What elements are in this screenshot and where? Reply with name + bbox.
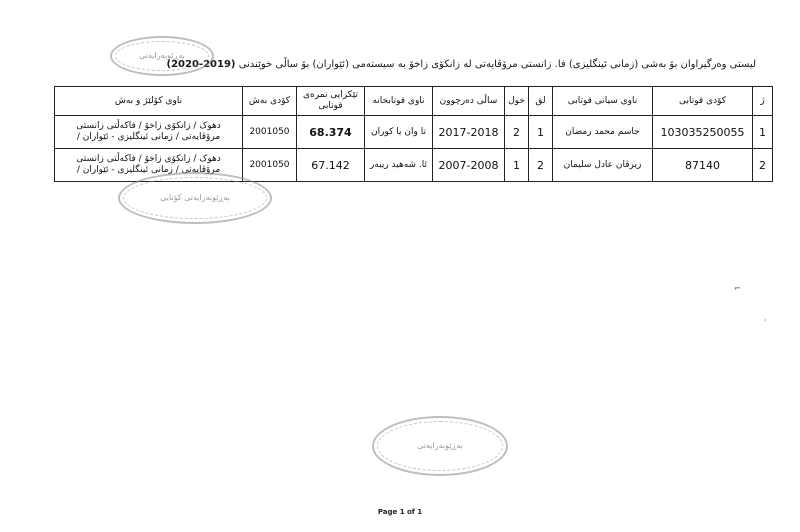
table-row xyxy=(55,116,773,149)
official-stamp-bottom xyxy=(372,416,508,476)
cell-grad-year: 2017-2018 xyxy=(433,116,505,149)
header-student-code: کۆدی قوتابی xyxy=(653,87,753,116)
cell-branch: 2 xyxy=(529,149,553,182)
cell-seq: 2 xyxy=(753,149,773,182)
admitted-students-table xyxy=(54,86,773,182)
table-header-row xyxy=(55,87,773,116)
cell-seq: 1 xyxy=(753,116,773,149)
page-number: Page 1 of 1 xyxy=(377,508,423,516)
scan-mark: ⌐ xyxy=(734,284,741,293)
cell-score: 67.142 xyxy=(297,149,365,182)
header-student-name: ناوی سیانی قوتابی xyxy=(553,87,653,116)
header-dept-code: کۆدی بەش xyxy=(243,87,297,116)
cell-college-dept: دهوک / زانکۆی زاخۆ / فاکەڵتی زانستی مرۆڤایەتی / زمانی ئینگلیزی - ئێواران / xyxy=(55,149,243,182)
cell-dept-code: 2001050 xyxy=(243,149,297,182)
cell-student-code: 87140 xyxy=(653,149,753,182)
title-text: لیستی وەرگیراوان بۆ بەشی (زمانی ئینگلیزی) فا. زانستی مرۆڤایەتی لە زانکۆی زاخۆ بە سیستەمی (ئێواران) بۆ ساڵی خوێندنی xyxy=(238,59,756,70)
cell-branch: 1 xyxy=(529,116,553,149)
stamp-ring xyxy=(123,177,267,219)
cell-school: ئا. شەهید ریبەر xyxy=(365,149,433,182)
cell-grad-year: 2007-2008 xyxy=(433,149,505,182)
scan-mark: · xyxy=(764,316,767,325)
stamp-ring xyxy=(377,421,503,471)
header-grad-year: ساڵی دەرچوون xyxy=(433,87,505,116)
cell-score: 68.374 xyxy=(297,116,365,149)
cell-student-name: جاسم محمد رمضان xyxy=(553,116,653,149)
cell-student-name: زیرڤان عادل سلیمان xyxy=(553,149,653,182)
header-score: تێکرایی نمرەی قوتابی xyxy=(297,87,365,116)
stamp-text: بەڕێوبەرایەتی xyxy=(417,441,463,450)
header-branch: لق xyxy=(529,87,553,116)
header-school: ناوی قوتابخانە xyxy=(365,87,433,116)
cell-school: تا وان یا کوران xyxy=(365,116,433,149)
header-college-dept: ناوی کۆلێژ و بەش xyxy=(55,87,243,116)
stamp-text: بەڕێوبەرایەتی xyxy=(139,51,185,60)
cell-round: 1 xyxy=(505,149,529,182)
stamp-ring xyxy=(115,41,209,71)
stamp-text: بەڕێوبەرایەتی کۆتایی xyxy=(160,193,230,202)
cell-dept-code: 2001050 xyxy=(243,116,297,149)
cell-round: 2 xyxy=(505,116,529,149)
title-year: (2019-2020) xyxy=(166,59,236,70)
official-stamp-middle xyxy=(118,172,272,224)
header-round: خول xyxy=(505,87,529,116)
cell-student-code: 103035250055 xyxy=(653,116,753,149)
official-stamp-top xyxy=(110,36,214,76)
cell-college-dept: دهوک / زانکۆی زاخۆ / فاکەڵتی زانستی مرۆڤایەتی / زمانی ئینگلیزی - ئێواران / xyxy=(55,116,243,149)
header-seq: ژ xyxy=(753,87,773,116)
